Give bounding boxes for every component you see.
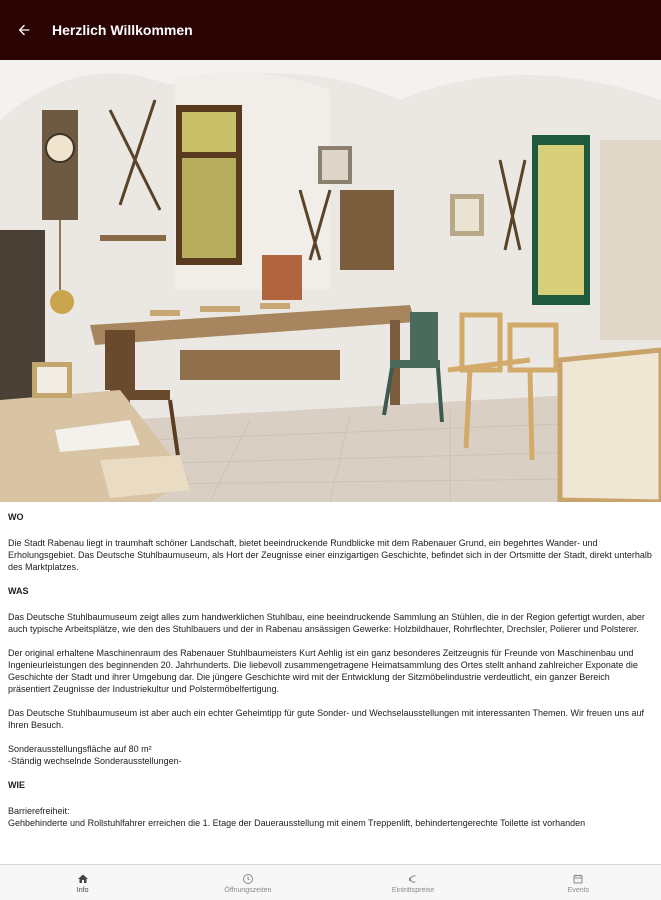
nav-label-opening-hours: Öffnungszeiten [224, 886, 272, 894]
nav-item-info[interactable] [0, 865, 165, 900]
page-title: Herzlich Willkommen [52, 22, 193, 38]
nav-label-events: Events [567, 886, 590, 894]
section-heading-wo: WO [8, 512, 24, 522]
nav-label-prices: Eintrittspreise [391, 886, 435, 894]
nav-item-opening-hours[interactable] [165, 865, 330, 900]
museum-photo [0, 60, 661, 502]
section-text-was-3: Das Deutsche Stuhlbaumuseum ist aber auch ein echter Geheimtipp für gute Sonder- und Wechselausstellungen mit interessanten Themen. Wir freuen uns auf Ihren Besuch. [8, 708, 645, 730]
section-heading-wie: WIE [8, 780, 25, 790]
calendar-icon [572, 873, 584, 885]
nav-label-info: Info [76, 886, 89, 894]
app-bar [0, 0, 661, 60]
nav-item-prices[interactable] [331, 865, 496, 900]
section-text-wie [8, 805, 653, 829]
arrow-left-icon [16, 22, 32, 38]
back-button[interactable] [4, 10, 44, 50]
special-exhibition-area: Sonderausstellungsfläche auf 80 m² [8, 744, 152, 754]
description [0, 502, 661, 864]
bottom-navigation [0, 864, 661, 900]
special-exhibition-note: -Ständig wechselnde Sonderausstellungen- [8, 756, 182, 766]
home-icon [77, 873, 89, 885]
section-text-was-1: Das Deutsche Stuhlbaumuseum zeigt alles zum handwerklichen Stuhlbau, eine beeindruckende Sammlung an Stühlen, die in der Region gefertigt wurden, aber auch typische Arbeitsplätze, wie den des Stuhlbauers und der in Rabenau ansässigen Gewerke: Holzbildhauer, Rohrflechter, Drechsler, Polierer und Polsterer. [8, 612, 645, 634]
section-text-was-2: Der original erhaltene Maschinenraum des Rabenauer Stuhlbaumeisters Kurt Aehlig ist ein ganz besonderes Zeitzeugnis für Freunde von Maschinenbau und Ingenieurleistungen des beginnenden 20. Jahrhunderts. Die liebevoll zusammengetragene Heimatsammlung des Ortes stellt anhand zahlreicher Exponate die Geschichte der Stadt und ihrer Umgebung dar. Die jüngere Geschichte wird mit der Entwicklung der Sitzmöbelindustrie verdeutlicht, ein ganzer Bereich präsentiert Zeugnisse der Industriekultur und Polstermöbelfertigung. [8, 648, 638, 694]
euro-icon [407, 873, 419, 885]
clock-icon [242, 873, 254, 885]
nav-item-events[interactable] [496, 865, 661, 900]
section-text-wo: Die Stadt Rabenau liegt in traumhaft schöner Landschaft, bietet beeindruckende Rundblicke mit dem Rabenauer Grund, ein begehrtes Wander- und Erholungsgebiet. Das Deutsche Stuhlbaumuseum, als Hort der Zeugnisse einer einzigartigen Geschichte, befindet sich in der Ortsmitte der Stadt, direkt unterhalb des Marktplatzes. [8, 538, 652, 572]
accessibility-text: Gehbehinderte und Rollstuhlfahrer erreichen die 1. Etage der Dauerausstellung mit einem Treppenlift, behindertengerechte Toilette ist vorhanden [8, 818, 586, 828]
accessibility-label: Barrierefreiheit: [8, 806, 70, 816]
section-heading-was: WAS [8, 586, 29, 596]
section-text-was-4 [8, 743, 653, 767]
